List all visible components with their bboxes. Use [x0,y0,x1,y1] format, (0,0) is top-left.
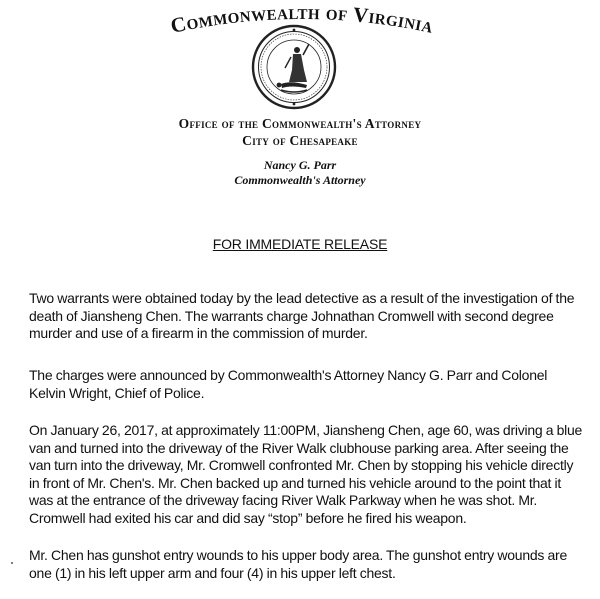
body-paragraph-3: On January 26, 2017, at approximately 11:00PM, Jiansheng Chen, age 60, was driving a blue van and turned into the driveway of the River Walk clubhouse parking area. After seeing the van turn into the driveway, Mr. Cromwell confronted Mr. Chen by stopping his vehicle directly in front of Mr. Chen's. Mr. Chen backed up and turned his vehicle around to the point that it was at the entrance of the driveway facing River Walk Parkway when he was shot. Mr. Cromwell had exited his car and did say “stop” before he fired his weapon. [29,422,583,526]
body-paragraph-2: The charges were announced by Commonwealth's Attorney Nancy G. Parr and Colonel Kelvin Wright, Chief of Police. [29,367,548,401]
seal-icon [251,24,337,110]
body-paragraph-1: Two warrants were obtained today by the lead detective as a result of the investigation of the death of Jiansheng Chen. The warrants charge Johnathan Cromwell with second degree murder and use of a firearm in the commission of murder. [29,290,575,342]
body-paragraph-4: Mr. Chen has gunshot entry wounds to his upper body area. The gunshot entry wounds are one (1) in his left upper arm and four (4) in his upper left chest. [29,547,567,581]
scan-speck [11,562,13,564]
office-city: City of Chesapeake [242,133,358,148]
release-heading: FOR IMMEDIATE RELEASE [212,236,388,252]
attorney-title: Commonwealth's Attorney [234,173,366,187]
letterhead-title-text: Commonwealth of Virginia [168,2,436,38]
office-name: Office of the Commonwealth's Attorney [178,116,422,131]
attorney-name: Nancy G. Parr [263,158,337,172]
